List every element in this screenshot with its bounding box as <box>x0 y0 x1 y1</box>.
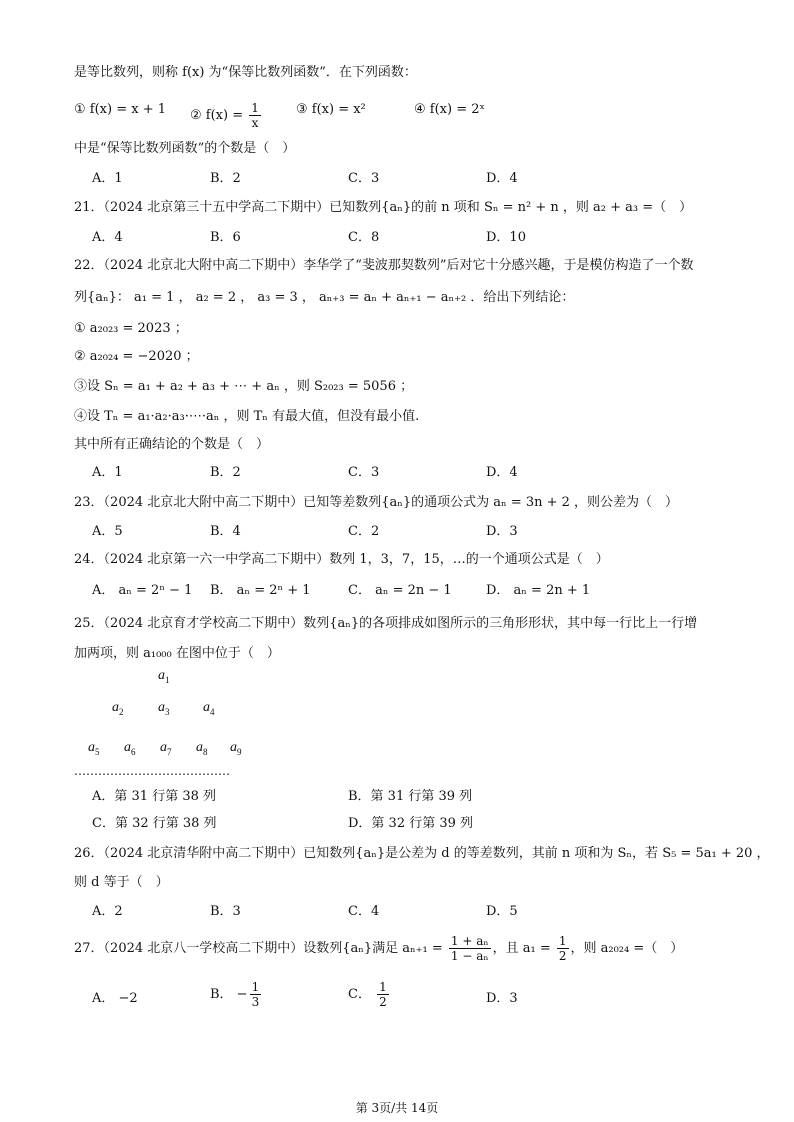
q27-a1-frac <box>557 934 569 963</box>
q27-option-b-pre: B． − <box>210 987 248 1002</box>
q21-stem: 21．（2024 北京第三十五中学高二下期中）已知数列{aₙ}的前 n 项和 Sₙ = n² + n ，则 a₂ + a₃ =（ ） <box>74 200 693 215</box>
q27-option-a: A． −2 <box>92 991 138 1006</box>
q24-option-c: C． aₙ = 2n − 1 <box>348 583 452 598</box>
q20-func-4: ④ f(x) = 2ˣ <box>414 102 486 117</box>
triangle-term: $a_8$ <box>196 740 208 757</box>
q27-option-d: D．3 <box>486 991 518 1006</box>
triangle-term: $a_3$ <box>158 700 170 717</box>
q25-option-b: B．第 31 行第 39 列 <box>348 789 473 804</box>
q22-option-d: D．4 <box>486 465 518 480</box>
q23-option-d: D．3 <box>486 524 518 539</box>
q26-option-b: B．3 <box>210 904 241 919</box>
q22-conclusion-1: ① a₂₀₂₃ = 2023 ； <box>74 321 188 336</box>
q20-option-a: A．1 <box>92 171 123 186</box>
q27-a1-den: 2 <box>558 949 567 963</box>
q26-option-d: D．5 <box>486 904 518 919</box>
q22-option-a: A．1 <box>92 465 123 480</box>
triangle-term: $a_7$ <box>160 740 172 757</box>
q21-option-d: D．10 <box>486 230 526 245</box>
q26-stem-line2: 则 d 等于（ ） <box>74 875 169 890</box>
page-footer: 第 3页/共 14页 <box>355 1101 439 1115</box>
q23-option-c: C．2 <box>348 524 380 539</box>
q21-option-b: B．6 <box>210 230 241 245</box>
q20-func-2 <box>190 101 263 130</box>
triangle-term: $a_2$ <box>112 700 124 717</box>
q22-option-b: B．2 <box>210 465 241 480</box>
q20-func-2-den: x <box>251 116 259 130</box>
q27-option-c-den: 2 <box>379 995 387 1009</box>
q20-func-1: ① f(x) = x + 1 <box>74 102 166 117</box>
q26-stem-line1: 26．（2024 北京清华附中高二下期中）已知数列{aₙ}是公差为 d 的等差数列，其前 n 项和为 Sₙ，若 S₅ = 5a₁ + 20 ， <box>74 846 770 861</box>
q27-stem-post: ，则 a₂₀₂₄ =（ ） <box>570 941 684 956</box>
q22-question: 其中所有正确结论的个数是（ ） <box>74 437 270 452</box>
q27-option-b-frac <box>250 980 262 1009</box>
q27-recurrence-frac <box>449 934 491 963</box>
q24-option-b: B． aₙ = 2ⁿ + 1 <box>210 583 311 598</box>
q27-stem <box>74 934 683 963</box>
q24-option-a: A． aₙ = 2ⁿ − 1 <box>92 583 193 598</box>
q24-option-d: D． aₙ = 2n + 1 <box>486 583 591 598</box>
q23-option-b: B．4 <box>210 524 241 539</box>
q26-option-a: A．2 <box>92 904 123 919</box>
q20-intro-line: 是等比数列，则称 f(x) 为“保等比数列函数”．在下列函数： <box>74 65 417 80</box>
q20-func-2-frac <box>249 101 261 130</box>
q27-option-c-num: 1 <box>379 980 387 994</box>
q25-option-d: D．第 32 行第 39 列 <box>348 816 474 831</box>
q25-option-a: A．第 31 行第 38 列 <box>92 789 217 804</box>
q22-stem-line1: 22．（2024 北京北大附中高二下期中）李华学了“斐波那契数列”后对它十分感兴趣，于是模仿构造了一个数 <box>74 258 694 273</box>
q27-option-b-den: 3 <box>251 995 260 1009</box>
q20-func-2-lhs: ② f(x) = <box>190 108 248 123</box>
q25-option-c: C．第 32 行第 38 列 <box>92 816 217 831</box>
q20-question: 中是“保等比数列函数”的个数是（ ） <box>74 141 296 156</box>
q20-func-2-num: 1 <box>251 101 259 115</box>
q23-option-a: A．5 <box>92 524 123 539</box>
q25-stem-line1: 25．（2024 北京育才学校高二下期中）数列{aₙ}的各项排成如图所示的三角形形状，其中每一行比上一行增 <box>74 616 698 631</box>
q22-stem-line2: 列{aₙ}： a₁ = 1 ， a₂ = 2 ， a₃ = 3 ， aₙ₊₃ = aₙ + aₙ₊₁ − aₙ₊₂ ．给出下列结论： <box>74 290 575 305</box>
triangle-term: $a_5$ <box>88 740 100 757</box>
triangle-term: $a_4$ <box>203 700 215 717</box>
triangle-continuation-dots: ………………………………… <box>74 764 230 778</box>
q25-stem-line2: 加两项，则 a₁₀₀₀ 在图中位于（ ） <box>74 646 280 661</box>
q20-func-3: ③ f(x) = x² <box>296 102 366 117</box>
q22-conclusion-3: ③设 Sₙ = a₁ + a₂ + a₃ + ⋯ + aₙ ，则 S₂₀₂₃ = 5056 ； <box>74 379 414 394</box>
q27-option-b-num: 1 <box>251 980 260 994</box>
q27-option-c <box>348 980 391 1009</box>
triangle-term: $a_1$ <box>158 668 170 685</box>
triangle-term: $a_9$ <box>230 740 242 757</box>
q22-option-c: C．3 <box>348 465 380 480</box>
q20-option-d: D．4 <box>486 171 518 186</box>
q24-stem: 24．（2024 北京第一六一中学高二下期中）数列 1，3，7，15，…的一个通项公式是（ ） <box>74 552 609 567</box>
q20-option-b: B．2 <box>210 171 241 186</box>
q22-conclusion-4: ④设 Tₙ = a₁·a₂·a₃·⋯·aₙ ，则 Tₙ 有最大值，但没有最小值. <box>74 409 420 424</box>
q27-recurrence-num: 1 + aₙ <box>450 934 489 948</box>
q27-option-b <box>210 980 263 1009</box>
q26-option-c: C．4 <box>348 904 380 919</box>
q27-stem-mid: ，且 a₁ = <box>492 941 555 956</box>
q27-recurrence-den: 1 − aₙ <box>450 949 489 963</box>
q27-option-c-pre: C． <box>348 987 376 1002</box>
q23-stem: 23．（2024 北京北大附中高二下期中）已知等差数列{aₙ}的通项公式为 aₙ = 3n + 2 ，则公差为（ ） <box>74 495 679 510</box>
q27-option-c-frac <box>377 980 389 1009</box>
q27-a1-num: 1 <box>558 934 567 948</box>
q27-stem-pre: 27．（2024 北京八一学校高二下期中）设数列{aₙ}满足 aₙ₊₁ = <box>74 941 447 956</box>
q20-option-c: C．3 <box>348 171 380 186</box>
triangle-term: $a_6$ <box>124 740 136 757</box>
q22-conclusion-2: ② a₂₀₂₄ = −2020 ； <box>74 349 199 364</box>
q21-option-a: A．4 <box>92 230 123 245</box>
q21-option-c: C．8 <box>348 230 380 245</box>
